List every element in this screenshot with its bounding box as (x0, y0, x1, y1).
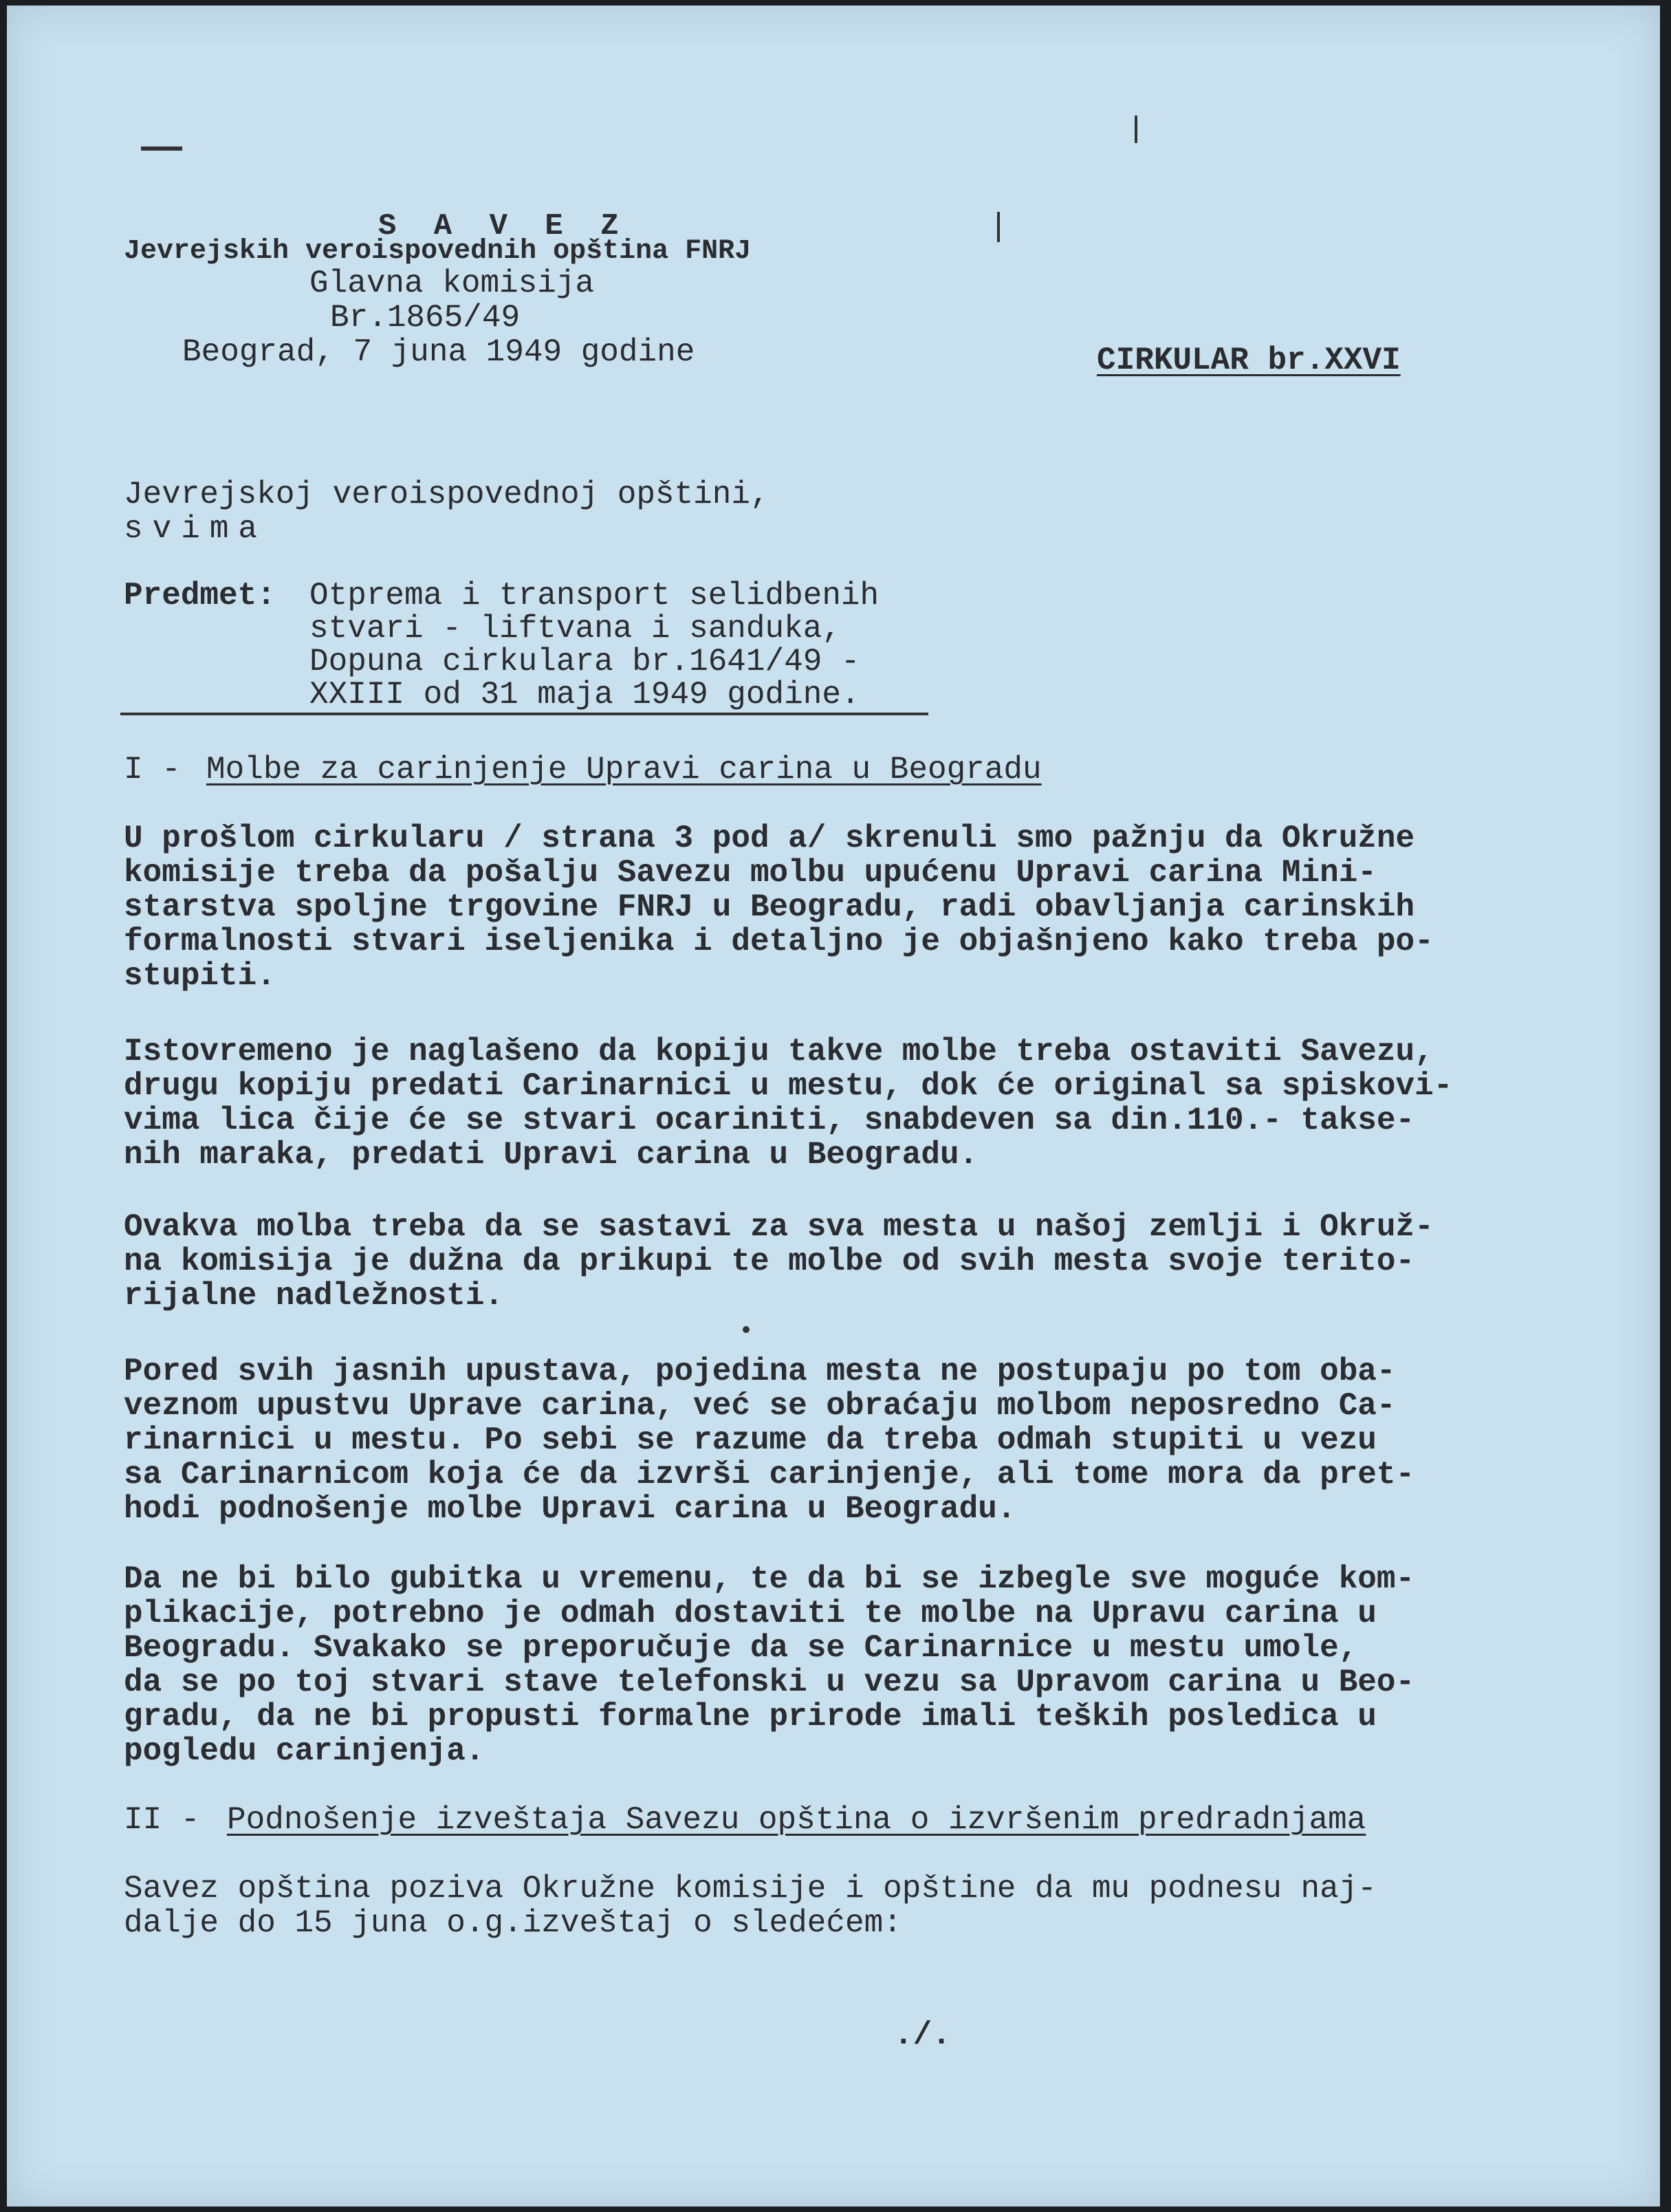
paragraph-line: veznom upustvu Uprave carina, već se obraćaju molbom neposredno Ca- (124, 1388, 1396, 1424)
paragraph-line: Istovremeno je naglašeno da kopiju takve molbe treba ostaviti Savezu, (124, 1034, 1434, 1070)
paragraph-line: komisije treba da pošalju Savezu molbu upućenu Upravi carina Mini- (124, 855, 1377, 891)
paragraph-line: na komisija je dužna da prikupi te molbe od svih mesta svoje terito- (124, 1244, 1415, 1279)
paragraph-line: nih maraka, predati Upravi carina u Beogradu. (124, 1137, 979, 1173)
subject-line: Dopuna cirkulara br.1641/49 - (309, 644, 860, 680)
place-date: Beograd, 7 juna 1949 godine (182, 334, 695, 370)
paragraph-line: rijalne nadležnosti. (124, 1278, 504, 1314)
section2-number: II - (124, 1802, 200, 1838)
section1-number: I - (124, 752, 181, 788)
paragraph-line: pogledu carinjenja. (124, 1733, 485, 1769)
recipient-line: Jevrejskoj veroispovednoj opštini, (124, 477, 769, 512)
paragraph-line: formalnosti stvari iseljenika i detaljno je objašnjeno kako treba po- (124, 924, 1434, 959)
paragraph-line: gradu, da ne bi propusti formalne prirode imali teških posledica u (124, 1699, 1377, 1735)
paragraph-line: drugu kopiju predati Carinarnici u mestu, dok će original sa spiskovi- (124, 1068, 1453, 1104)
recipient-all: svima (124, 511, 267, 547)
paragraph-line: U prošlom cirkularu / strana 3 pod a/ skrenuli smo pažnju da Okružne (124, 821, 1415, 856)
subject-line: Otprema i transport selidbenih (309, 578, 880, 614)
paragraph-line: sa Carinarnicom koja će da izvrši carinjenje, ali tome mora da pret- (124, 1457, 1415, 1493)
subject-underline (120, 713, 928, 715)
paragraph-line: Savez opština poziva Okružne komisije i opštine da mu podnesu naj- (124, 1871, 1377, 1907)
continuation-mark: ./. (894, 2017, 951, 2053)
commission: Glavna komisija (309, 265, 595, 301)
paragraph-line: rinarnici u mestu. Po sebi se razume da treba odmah stupiti u vezu (124, 1422, 1377, 1458)
document-number: Br.1865/49 (330, 300, 521, 336)
paragraph-line: hodi podnošenje molbe Upravi carina u Beogradu. (124, 1491, 1016, 1527)
stray-mark (141, 147, 182, 151)
paragraph-line: stupiti. (124, 958, 276, 994)
section2-heading: Podnošenje izveštaja Savezu opština o izvršenim predradnjama (227, 1802, 1366, 1838)
stray-mark (1135, 116, 1137, 143)
paragraph-line: Da ne bi bilo gubitka u vremenu, te da bi se izbegle sve moguće kom- (124, 1561, 1415, 1597)
subject-line: stvari - liftvana i sanduka, (309, 611, 841, 647)
section1-heading: Molbe za carinjenje Upravi carina u Beogradu (206, 752, 1042, 788)
circular-number: CIRKULAR br.XXVI (1097, 343, 1401, 378)
org-name: Jevrejskih veroispovednih opština FNRJ (124, 236, 752, 267)
stray-mark (997, 212, 1000, 242)
org-title: S A V E Z (378, 209, 629, 243)
subject-label: Predmet: (124, 578, 276, 614)
document-page (7, 6, 1660, 2206)
paragraph-line: starstva spoljne trgovine FNRJ u Beogradu, radi obavljanja carinskih (124, 889, 1415, 925)
paragraph-line: dalje do 15 juna o.g.izveštaj o sledećem: (124, 1905, 902, 1941)
paragraph-line: Beogradu. Svakako se preporučuje da se Carinarnice u mestu umole, (124, 1630, 1358, 1666)
stray-mark (743, 1326, 750, 1333)
paragraph-line: da se po toj stvari stave telefonski u vezu sa Upravom carina u Beo- (124, 1665, 1415, 1700)
paragraph-line: plikacije, potrebno je odmah dostaviti te molbe na Upravu carina u (124, 1596, 1377, 1631)
paragraph-line: Ovakva molba treba da se sastavi za sva mesta u našoj zemlji i Okruž- (124, 1209, 1434, 1245)
paragraph-line: vima lica čije će se stvari ocariniti, snabdeven sa din.110.- takse- (124, 1103, 1415, 1138)
subject-line: XXIII od 31 maja 1949 godine. (309, 677, 860, 713)
paragraph-line: Pored svih jasnih upustava, pojedina mesta ne postupaju po tom oba- (124, 1354, 1396, 1389)
